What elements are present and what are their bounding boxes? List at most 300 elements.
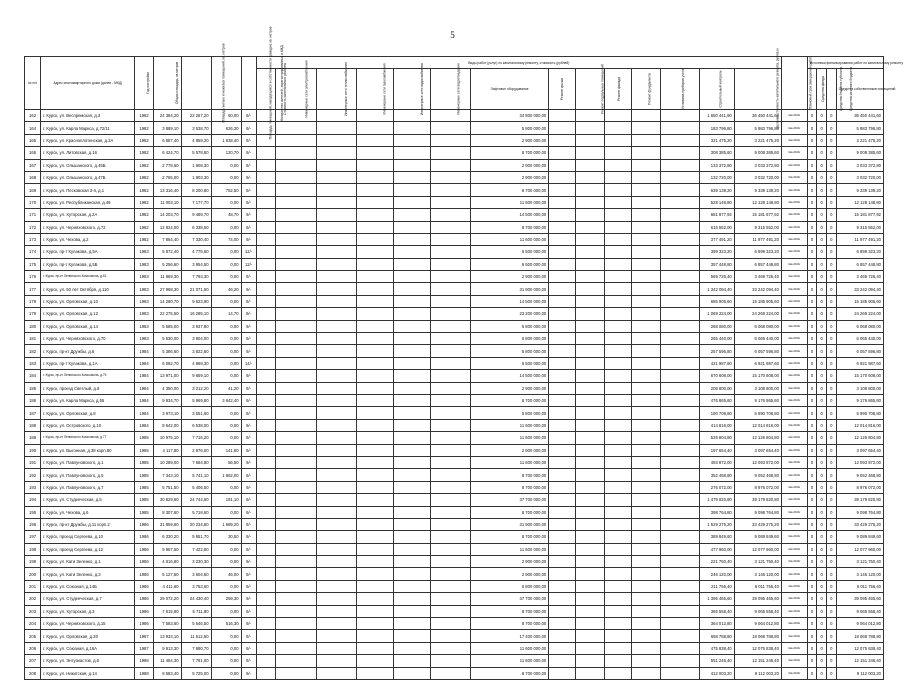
budget-cell: 0 — [817, 122, 827, 134]
year-cell: 1986 — [135, 593, 153, 605]
area-total-cell: 11 484,30 — [153, 655, 181, 667]
year-cell: 1982 — [135, 184, 153, 196]
empty-cell — [275, 444, 316, 456]
empty-cell — [431, 171, 471, 183]
empty-cell — [393, 233, 431, 245]
owners-funds-cell: 6 065 440,00 — [836, 333, 883, 345]
empty-cell — [631, 469, 660, 481]
local-budget-cell: 0 — [826, 171, 836, 183]
empty-cell — [431, 221, 471, 233]
local-budget-cell: 0 — [826, 518, 836, 530]
deadline-cell: 4кв.2024г — [781, 630, 807, 642]
empty-cell — [631, 333, 660, 345]
empty-cell — [357, 295, 393, 307]
row-number: 178 — [25, 295, 41, 307]
empty-cell — [357, 271, 393, 283]
table-row — [25, 271, 884, 283]
table-row — [25, 333, 884, 345]
total-cost-cell: 9 339 139,20 — [734, 184, 781, 196]
empty-cell — [631, 494, 660, 506]
area-total-cell: 3 889,10 — [153, 122, 181, 134]
year-cell: 1982 — [135, 209, 153, 221]
area-total-cell: 5 585,00 — [153, 320, 181, 332]
empty-cell — [605, 630, 632, 642]
budget-cell: 0 — [817, 196, 827, 208]
fund-cell: 0 — [807, 494, 817, 506]
total-cost-cell: 6 857 448,80 — [734, 258, 781, 270]
empty-cell — [631, 246, 660, 258]
empty-cell — [549, 233, 576, 245]
empty-cell — [660, 357, 700, 369]
owners-funds-cell: 9 052 468,80 — [836, 469, 883, 481]
empty-cell — [316, 630, 357, 642]
works-cost-cell: 2 900 000,00 — [470, 271, 548, 283]
empty-cell — [431, 196, 471, 208]
budget-cell: 0 — [817, 370, 827, 382]
empty-cell — [631, 295, 660, 307]
owners-funds-cell: 6 921 987,60 — [836, 357, 883, 369]
empty-cell — [256, 568, 275, 580]
empty-cell — [576, 655, 605, 667]
area-owned-cell: 191,10 — [211, 494, 241, 506]
works-cost-cell: 5 800 000,00 — [470, 122, 548, 134]
local-budget-cell: 0 — [826, 494, 836, 506]
area-owned-cell: 41,20 — [211, 382, 241, 394]
row-number: 182 — [25, 345, 41, 357]
budget-cell: 0 — [817, 382, 827, 394]
empty-cell — [660, 456, 700, 468]
area-premises-cell: 2 976,00 — [181, 444, 211, 456]
empty-cell — [316, 308, 357, 320]
empty-cell — [549, 593, 576, 605]
area-premises-cell: 5 741,10 — [181, 469, 211, 481]
works-cost-cell: 11 600 000,00 — [470, 642, 548, 654]
address-cell: г. Курск, ул. Ольшанского, д.45Б — [41, 159, 135, 171]
empty-cell — [357, 593, 393, 605]
owners-funds-cell: 5 990 708,80 — [836, 407, 883, 419]
works-cost-cell: 11 600 000,00 — [470, 196, 548, 208]
header-basement: Ремонт подвальных помещений — [600, 64, 605, 114]
address-cell: г. Курск, пр-кт Ленинского Комсомола, д.77 — [41, 432, 135, 444]
row-number: 196 — [25, 518, 41, 530]
total-cost-cell: 6 921 987,60 — [734, 357, 781, 369]
area-premises-cell: 24 744,60 — [181, 494, 211, 506]
empty-cell — [576, 308, 605, 320]
empty-cell — [576, 320, 605, 332]
deadline-cell: 4кв.2024г — [781, 283, 807, 295]
empty-cell — [660, 494, 700, 506]
works-cost-cell: 2 900 000,00 — [470, 159, 548, 171]
empty-cell — [549, 209, 576, 221]
control-cost-cell: 477 960,00 — [700, 543, 734, 555]
empty-cell — [431, 357, 471, 369]
total-cost-cell: 6 899 323,20 — [734, 246, 781, 258]
deadline-cell: 4кв.2024г — [781, 642, 807, 654]
empty-cell — [549, 667, 576, 679]
owners-funds-cell: 36 450 441,60 — [836, 110, 883, 122]
empty-cell — [393, 345, 431, 357]
deadline-cell: 4кв.2024г — [781, 233, 807, 245]
empty-cell — [605, 184, 632, 196]
area-owned-cell: 3 642,40 — [211, 394, 241, 406]
area-total-cell: 11 869,30 — [153, 271, 181, 283]
address-cell: г. Курск, пр-т Кулакова, д.5А — [41, 246, 135, 258]
empty-cell — [660, 580, 700, 592]
area-total-cell: 31 859,60 — [153, 518, 181, 530]
empty-cell — [660, 382, 700, 394]
empty-cell — [256, 494, 275, 506]
empty-cell — [576, 605, 605, 617]
budget-cell: 0 — [817, 444, 827, 456]
empty-cell — [605, 308, 632, 320]
owners-funds-cell: 9 065 558,40 — [836, 605, 883, 617]
deadline-cell: 4кв.2024г — [781, 221, 807, 233]
empty-cell — [316, 171, 357, 183]
area-total-cell: 5 386,60 — [153, 345, 181, 357]
address-cell: г. Курск, ул. Орловская, д.10 — [41, 295, 135, 307]
residents-cell: 9/- — [241, 456, 256, 468]
empty-cell — [316, 370, 357, 382]
local-budget-cell: 0 — [826, 618, 836, 630]
row-number: 177 — [25, 283, 41, 295]
deadline-cell: 4кв.2024г — [781, 469, 807, 481]
empty-cell — [660, 481, 700, 493]
empty-cell — [631, 543, 660, 555]
table-row — [25, 295, 884, 307]
empty-cell — [256, 122, 275, 134]
owners-funds-cell: 5 983 796,80 — [836, 122, 883, 134]
address-cell: г. Курск, ул. Ольшанского, д.47Б — [41, 171, 135, 183]
table-row — [25, 605, 884, 617]
empty-cell — [660, 209, 700, 221]
address-cell: г. Курск, ул. Орловская, д.20 — [41, 630, 135, 642]
area-total-cell: 10 975,10 — [153, 432, 181, 444]
empty-cell — [431, 134, 471, 146]
empty-cell — [549, 494, 576, 506]
empty-cell — [576, 593, 605, 605]
empty-cell — [275, 345, 316, 357]
table-row — [25, 283, 884, 295]
owners-funds-cell: 6 899 323,20 — [836, 246, 883, 258]
row-number: 185 — [25, 382, 41, 394]
budget-cell: 0 — [817, 419, 827, 431]
works-cost-cell: 8 700 000,00 — [470, 506, 548, 518]
deadline-cell: 4кв.2024г — [781, 655, 807, 667]
area-owned-cell: 0,00 — [211, 506, 241, 518]
residents-cell: 9/- — [241, 419, 256, 431]
empty-cell — [605, 531, 632, 543]
empty-cell — [316, 295, 357, 307]
empty-cell — [275, 134, 316, 146]
fund-cell: 0 — [807, 159, 817, 171]
empty-cell — [660, 320, 700, 332]
empty-cell — [393, 456, 431, 468]
empty-cell — [316, 444, 357, 456]
area-total-cell: 9 957,50 — [153, 543, 181, 555]
owners-funds-cell: 3 469 726,40 — [836, 271, 883, 283]
fund-cell: 0 — [807, 419, 817, 431]
total-cost-cell: 15 185 905,60 — [734, 295, 781, 307]
row-number: 204 — [25, 618, 41, 630]
owners-funds-cell: 12 075 838,40 — [836, 642, 883, 654]
total-cost-cell: 5 990 708,80 — [734, 407, 781, 419]
empty-cell — [316, 271, 357, 283]
empty-cell — [549, 122, 576, 134]
local-budget-cell: 0 — [826, 531, 836, 543]
empty-cell — [357, 209, 393, 221]
row-number: 206 — [25, 642, 41, 654]
control-cost-cell: 365 558,40 — [700, 605, 734, 617]
fund-cell: 0 — [807, 531, 817, 543]
total-cost-cell: 3 121 750,40 — [734, 556, 781, 568]
owners-funds-cell: 12 077 960,00 — [836, 543, 883, 555]
area-premises-cell: 7 793,30 — [181, 271, 211, 283]
table-row — [25, 320, 884, 332]
empty-cell — [431, 110, 471, 122]
empty-cell — [275, 357, 316, 369]
empty-cell — [631, 271, 660, 283]
year-cell: 1986 — [135, 556, 153, 568]
area-owned-cell: 0,00 — [211, 333, 241, 345]
empty-cell — [393, 556, 431, 568]
empty-cell — [357, 357, 393, 369]
year-cell: 1983 — [135, 333, 153, 345]
empty-cell — [660, 370, 700, 382]
empty-cell — [256, 605, 275, 617]
area-premises-cell: 7 422,80 — [181, 543, 211, 555]
local-budget-cell: 0 — [826, 642, 836, 654]
empty-cell — [275, 283, 316, 295]
budget-cell: 0 — [817, 618, 827, 630]
residents-cell: 9/- — [241, 184, 256, 196]
empty-cell — [576, 147, 605, 159]
area-owned-cell: 0,00 — [211, 221, 241, 233]
empty-cell — [631, 481, 660, 493]
deadline-cell: 4кв.2024г — [781, 345, 807, 357]
table-row — [25, 456, 884, 468]
empty-cell — [605, 506, 632, 518]
empty-cell — [256, 394, 275, 406]
total-cost-cell: 8 976 072,00 — [734, 481, 781, 493]
works-cost-cell: 8 700 000,00 — [470, 618, 548, 630]
empty-cell — [660, 618, 700, 630]
empty-cell — [631, 184, 660, 196]
area-owned-cell: 74,00 — [211, 233, 241, 245]
empty-cell — [275, 531, 316, 543]
control-cost-cell: 685 905,60 — [700, 295, 734, 307]
empty-cell — [660, 122, 700, 134]
deadline-cell: 4кв.2024г — [781, 394, 807, 406]
empty-cell — [631, 308, 660, 320]
deadline-cell: 4кв.2024г — [781, 580, 807, 592]
empty-cell — [431, 345, 471, 357]
empty-cell — [256, 419, 275, 431]
works-cost-cell: 34 800 000,00 — [470, 110, 548, 122]
empty-cell — [660, 407, 700, 419]
row-number: 165 — [25, 134, 41, 146]
table-row — [25, 494, 884, 506]
empty-cell — [256, 593, 275, 605]
budget-cell: 0 — [817, 308, 827, 320]
fund-cell: 0 — [807, 308, 817, 320]
empty-cell — [431, 630, 471, 642]
header-lift: Лифтовое оборудование — [470, 69, 548, 110]
control-cost-cell: 197 654,40 — [700, 444, 734, 456]
fund-cell: 0 — [807, 444, 817, 456]
address-cell: г. Курск, ул. Красноплотенская, д.3А — [41, 134, 135, 146]
total-cost-cell: 3 469 726,40 — [734, 271, 781, 283]
works-cost-cell: 11 600 000,00 — [470, 419, 548, 431]
address-cell: г. Курск, ул. Орловская, д.8 — [41, 407, 135, 419]
local-budget-cell: 0 — [826, 568, 836, 580]
works-cost-cell: 5 800 000,00 — [470, 333, 548, 345]
row-number: 175 — [25, 258, 41, 270]
empty-cell — [549, 456, 576, 468]
local-budget-cell: 0 — [826, 543, 836, 555]
residents-cell: 9/- — [241, 271, 256, 283]
empty-cell — [275, 605, 316, 617]
owners-funds-cell: 8 976 072,00 — [836, 481, 883, 493]
area-total-cell: 7 864,40 — [153, 233, 181, 245]
empty-cell — [631, 258, 660, 270]
empty-cell — [660, 419, 700, 431]
control-cost-cell: 681 877,92 — [700, 209, 734, 221]
area-premises-cell: 8 200,80 — [181, 184, 211, 196]
empty-cell — [660, 184, 700, 196]
total-cost-cell: 6 011 756,40 — [734, 580, 781, 592]
residents-cell: 9/- — [241, 518, 256, 530]
row-number: 208 — [25, 667, 41, 679]
budget-cell: 0 — [817, 221, 827, 233]
total-cost-cell: 6 065 440,00 — [734, 333, 781, 345]
row-number: 166 — [25, 147, 41, 159]
works-cost-cell: 2 900 000,00 — [470, 134, 548, 146]
empty-cell — [256, 159, 275, 171]
empty-cell — [316, 605, 357, 617]
empty-cell — [631, 618, 660, 630]
empty-cell — [431, 159, 471, 171]
empty-cell — [549, 655, 576, 667]
total-cost-cell: 3 097 654,40 — [734, 444, 781, 456]
fund-cell: 0 — [807, 333, 817, 345]
budget-cell: 0 — [817, 209, 827, 221]
empty-cell — [357, 605, 393, 617]
empty-cell — [393, 655, 431, 667]
fund-cell: 0 — [807, 593, 817, 605]
header-fin-budget: Средства бюджета субъекта — [839, 67, 844, 111]
area-premises-cell: 4 775,60 — [181, 246, 211, 258]
local-budget-cell: 0 — [826, 258, 836, 270]
empty-cell — [549, 605, 576, 617]
area-owned-cell: 0,00 — [211, 419, 241, 431]
empty-cell — [316, 481, 357, 493]
works-cost-cell: 23 200 000,00 — [470, 308, 548, 320]
area-owned-cell: 0,00 — [211, 246, 241, 258]
area-total-cell: 3 973,10 — [153, 407, 181, 419]
residents-cell: 9/- — [241, 345, 256, 357]
empty-cell — [393, 271, 431, 283]
area-premises-cell: 11 512,50 — [181, 630, 211, 642]
empty-cell — [357, 444, 393, 456]
deadline-cell: 4кв.2024г — [781, 605, 807, 617]
area-premises-cell: 5 651,70 — [181, 531, 211, 543]
area-premises-cell: 9 659,10 — [181, 370, 211, 382]
year-cell: 1984 — [135, 419, 153, 431]
empty-cell — [576, 370, 605, 382]
empty-cell — [357, 171, 393, 183]
empty-cell — [431, 506, 471, 518]
area-owned-cell: 0,00 — [211, 320, 241, 332]
empty-cell — [357, 370, 393, 382]
empty-cell — [549, 531, 576, 543]
area-total-cell: 4 350,00 — [153, 382, 181, 394]
residents-cell: 9/- — [241, 283, 256, 295]
budget-cell: 0 — [817, 655, 827, 667]
residents-cell: 9/- — [241, 320, 256, 332]
empty-cell — [393, 283, 431, 295]
empty-cell — [256, 481, 275, 493]
area-premises-cell: 3 954,50 — [181, 258, 211, 270]
empty-cell — [316, 122, 357, 134]
residents-cell: 9/- — [241, 593, 256, 605]
owners-funds-cell: 3 032 720,00 — [836, 171, 883, 183]
table-row — [25, 618, 884, 630]
empty-cell — [316, 568, 357, 580]
fund-cell: 0 — [807, 481, 817, 493]
total-cost-cell: 3 221 475,20 — [734, 134, 781, 146]
control-cost-cell: 133 372,80 — [700, 159, 734, 171]
fund-cell: 0 — [807, 580, 817, 592]
empty-cell — [576, 283, 605, 295]
works-cost-cell: 11 600 000,00 — [470, 543, 548, 555]
empty-cell — [660, 655, 700, 667]
area-owned-cell: 0,00 — [211, 432, 241, 444]
area-premises-cell: 5 725,00 — [181, 667, 211, 679]
year-cell: 1982 — [135, 147, 153, 159]
area-total-cell: 4 117,80 — [153, 444, 181, 456]
fund-cell: 0 — [807, 258, 817, 270]
residents-cell: 9/- — [241, 134, 256, 146]
budget-cell: 0 — [817, 568, 827, 580]
empty-cell — [605, 370, 632, 382]
empty-cell — [631, 593, 660, 605]
area-total-cell: 4 616,80 — [153, 556, 181, 568]
table-row — [25, 580, 884, 592]
empty-cell — [605, 333, 632, 345]
fund-cell: 0 — [807, 556, 817, 568]
area-owned-cell: 0,00 — [211, 171, 241, 183]
empty-cell — [660, 518, 700, 530]
area-owned-cell: 0,00 — [211, 407, 241, 419]
empty-cell — [605, 134, 632, 146]
table-row — [25, 159, 884, 171]
empty-cell — [605, 246, 632, 258]
works-cost-cell: 2 900 000,00 — [470, 556, 548, 568]
empty-cell — [576, 556, 605, 568]
local-budget-cell: 0 — [826, 419, 836, 431]
deadline-cell: 4кв.2024г — [781, 271, 807, 283]
control-cost-cell: 476 865,60 — [700, 394, 734, 406]
works-cost-cell: 6 500 000,00 — [470, 258, 548, 270]
empty-cell — [275, 122, 316, 134]
empty-cell — [357, 233, 393, 245]
empty-cell — [316, 394, 357, 406]
area-total-cell: 5 530,00 — [153, 333, 181, 345]
empty-cell — [316, 221, 357, 233]
empty-cell — [275, 543, 316, 555]
empty-cell — [549, 394, 576, 406]
control-cost-cell: 357 448,80 — [700, 258, 734, 270]
